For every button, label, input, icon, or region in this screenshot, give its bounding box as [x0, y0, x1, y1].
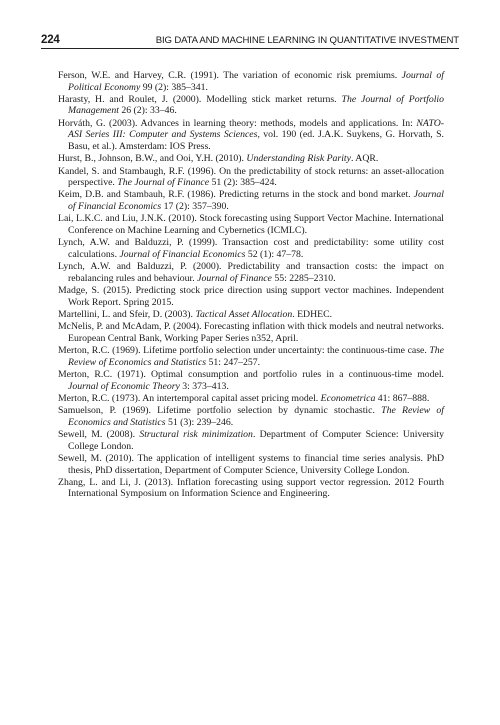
reference-entry — [58, 70, 444, 93]
reference-list — [58, 70, 444, 501]
reference-text: Merton, R.C. (1969). Lifetime portfolio selection under uncertainty: the continuous-time case. — [58, 345, 430, 357]
reference-text: 26 (2): 33–46. — [118, 105, 177, 117]
reference-entry — [58, 237, 444, 260]
reference-entry — [58, 261, 444, 284]
reference-text: Harasty, H. and Roulet, J. (2000). Modelling stick market returns. — [58, 93, 342, 105]
page-number: 224 — [41, 34, 60, 46]
reference-source-title: Journal of Financial Economics — [119, 248, 246, 260]
reference-text: Zhang, L. and Li, J. (2013). Inflation forecasting using support vector regression. 2012 Fourth International Symposium on Information Science and Engineering. — [58, 476, 444, 500]
reference-text: 52 (1): 47–78. — [245, 248, 304, 260]
reference-text: Kandel, S. and Stambaugh, R.F. (1996). On the predictability of stock returns: an asset-allocation perspective. — [58, 165, 444, 189]
reference-entry — [58, 309, 444, 321]
reference-entry — [58, 166, 444, 189]
reference-text: Martellini, L. and Sfeir, D. (2003). — [58, 308, 196, 320]
reference-entry — [58, 153, 444, 165]
reference-source-title: Tactical Asset Allocation — [195, 308, 293, 320]
reference-source-title: The Journal of Portfolio Management — [68, 93, 444, 117]
reference-source-title: Journal of Finance — [197, 272, 272, 284]
reference-text: , vol. 190 (ed. J.A.K. Suykens, G. Horvath, S. Basu, et al.). Amsterdam: IOS Press. — [68, 129, 444, 152]
reference-text: Merton, R.C. (1973). An intertemporal capital asset pricing model. — [58, 392, 321, 404]
reference-text: 51 (3): 239–246. — [165, 416, 234, 428]
reference-text: . EDHEC. — [292, 308, 333, 320]
reference-text: . Department of Computer Science: University College London. — [68, 429, 445, 452]
reference-source-title: The Review of Economics and Statistics — [68, 345, 444, 368]
running-title: BIG DATA AND MACHINE LEARNING IN QUANTITATIVE INVESTMENT — [155, 35, 459, 46]
reference-text: 51: 247–257. — [206, 356, 261, 368]
reference-text: Lynch, A.W. and Balduzzi, P. (1999). Transaction cost and predictability: some utility cost calculations. — [58, 237, 444, 260]
reference-text: Sewell, M. (2008). — [58, 429, 140, 441]
reference-text: . AQR. — [350, 153, 379, 165]
reference-source-title: Journal of Economic Theory — [68, 380, 180, 392]
reference-text: 99 (2): 385–341. — [140, 81, 208, 93]
reference-entry — [58, 94, 444, 117]
reference-source-title: Econometrica — [320, 392, 376, 404]
reference-entry — [58, 405, 444, 428]
reference-text: Madge, S. (2015). Predicting stock price direction using support vector machines. Independent Work Report. Spring 2015. — [58, 285, 444, 308]
page-header — [41, 34, 459, 49]
reference-text: Keim, D.B. and Stambauh, R.F. (1986). Predicting returns in the stock and bond market. — [58, 189, 414, 201]
reference-entry — [58, 453, 444, 476]
reference-entry — [58, 118, 444, 153]
reference-source-title: Understanding Risk Parity — [246, 153, 351, 165]
reference-source-title: Journal of Political Economy — [68, 70, 444, 93]
reference-text: 3: 373–413. — [179, 380, 229, 392]
reference-text: Horváth, G. (2003). Advances in learning theory: methods, models and applications. In: — [58, 117, 417, 129]
reference-entry — [58, 345, 444, 368]
reference-source-title: The Journal of Finance — [117, 177, 210, 189]
reference-entry — [58, 429, 444, 452]
reference-text: McNelis, P. and McAdam, P. (2004). Forecasting inflation with thick models and neutral networks. European Central Bank, Working Paper Series n352, April. — [58, 321, 444, 344]
reference-entry — [58, 393, 444, 405]
reference-entry — [58, 477, 444, 500]
reference-text: 51 (2): 385–424. — [209, 177, 277, 189]
reference-source-title: The Review of Economics and Statistics — [68, 405, 444, 428]
reference-text: Ferson, W.E. and Harvey, C.R. (1991). The variation of economic risk premiums. — [58, 70, 402, 81]
reference-entry — [58, 369, 444, 392]
reference-entry — [58, 285, 444, 308]
reference-text: Lynch, A.W. and Balduzzi, P. (2000). Predictability and transaction costs: the impact on rebalancing rules and behaviour. — [58, 261, 444, 284]
reference-source-title: Journal of Financial Economics — [68, 189, 444, 212]
reference-entry — [58, 321, 444, 344]
reference-text: 41: 867–888. — [375, 392, 430, 404]
reference-text: 17 (2): 357–390. — [161, 201, 229, 212]
reference-source-title: NATO-ASI Series III: Computer and Systems Sciences — [68, 117, 444, 141]
reference-text: Sewell, M. (2010). The application of intelligent systems to financial time series analysis. PhD thesis, PhD dissertation, Department of Computer Science, University College London. — [58, 453, 444, 476]
reference-text: Merton, R.C. (1971). Optimal consumption and portfolio rules in a continuous-time model. — [58, 369, 444, 381]
reference-entry — [58, 189, 444, 212]
reference-text: 55: 2285–2310. — [271, 272, 336, 284]
reference-source-title: Structural risk minimization — [139, 429, 253, 441]
reference-text: Samuelson, P. (1969). Lifetime portfolio selection by dynamic stochastic. — [58, 405, 382, 417]
reference-text: Lai, L.K.C. and Liu, J.N.K. (2010). Stock forecasting using Support Vector Machine. International Conference on Machine Learning and Cybernetics (ICMLC). — [58, 213, 444, 236]
reference-entry — [58, 213, 444, 236]
reference-text: Hurst, B., Johnson, B.W., and Ooi, Y.H. (2010). — [58, 153, 247, 165]
